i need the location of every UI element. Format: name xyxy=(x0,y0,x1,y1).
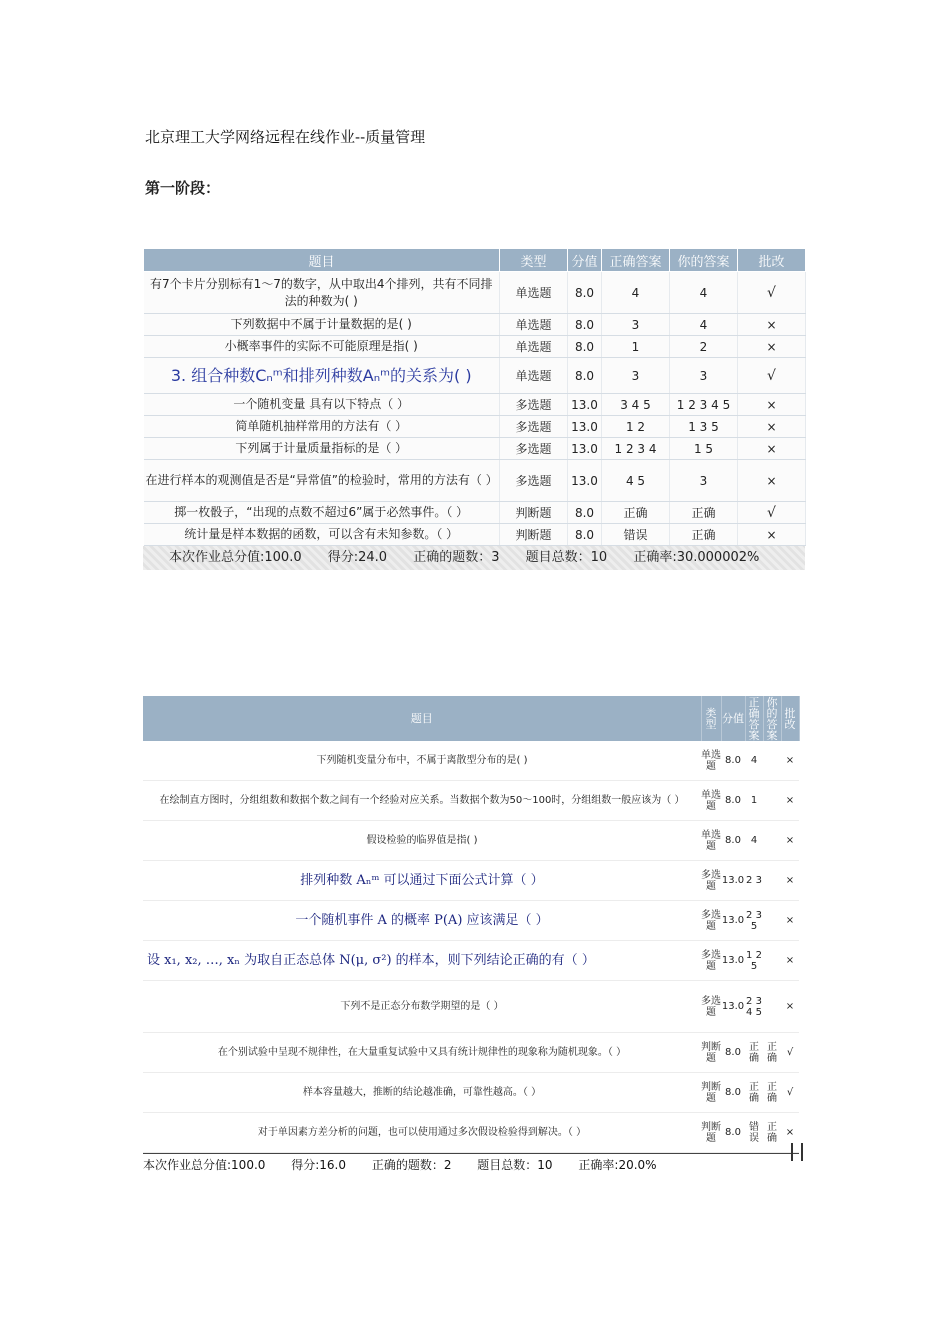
grading-mark: × xyxy=(738,438,806,460)
question-score: 8.0 xyxy=(721,1113,745,1153)
question-text: 掷一枚骰子，“出现的点数不超过6”属于必然事件。（ ） xyxy=(144,502,500,524)
question-score: 8.0 xyxy=(568,336,602,358)
correct-answer: 2 3 4 5 xyxy=(745,981,763,1033)
question-score: 8.0 xyxy=(721,1033,745,1073)
grading-mark: × xyxy=(738,394,806,416)
question-text: 下列数据中不属于计量数据的是( ) xyxy=(144,314,500,336)
question-text: 对于单因素方差分析的问题，也可以使用通过多次假设检验得到解决。（ ） xyxy=(143,1113,701,1153)
document-title: 北京理工大学网络远程在线作业--质量管理 xyxy=(145,128,426,146)
grading-mark: × xyxy=(738,416,806,438)
your-answer xyxy=(763,741,781,781)
table-row xyxy=(143,741,799,781)
question-type: 单选题 xyxy=(500,314,568,336)
grading-mark: √ xyxy=(738,272,806,314)
correct-answer: 3 4 5 xyxy=(602,394,670,416)
table-row xyxy=(143,941,799,981)
question-text: 统计量是样本数据的函数，可以含有未知参数。（ ） xyxy=(144,524,500,546)
correct-answer: 4 xyxy=(602,272,670,314)
question-type: 判断题 xyxy=(701,1033,721,1073)
question-type: 多选题 xyxy=(500,460,568,502)
stage-heading: 第一阶段： xyxy=(145,179,221,197)
your-answer xyxy=(763,901,781,941)
your-answer: 正确 xyxy=(670,524,738,546)
header-correct-answer: 正确答案 xyxy=(745,696,763,741)
table-row xyxy=(144,272,806,314)
summary-question-count: 题目总数：10 xyxy=(477,1158,553,1172)
summary-score: 得分:24.0 xyxy=(327,550,388,565)
question-type: 多选题 xyxy=(701,861,721,901)
your-answer: 3 xyxy=(670,358,738,394)
question-score: 8.0 xyxy=(721,821,745,861)
summary-total: 本次作业总分值:100.0 xyxy=(143,1158,266,1172)
your-answer: 正确 xyxy=(763,1073,781,1113)
correct-answer: 1 xyxy=(745,781,763,821)
grading-mark: × xyxy=(738,524,806,546)
question-type: 多选题 xyxy=(701,901,721,941)
question-score: 8.0 xyxy=(568,502,602,524)
correct-answer: 4 xyxy=(745,741,763,781)
question-type: 单选题 xyxy=(701,781,721,821)
question-text: 下列随机变量分布中，不属于离散型分布的是( ) xyxy=(143,741,701,781)
table2-summary-bar xyxy=(143,1153,799,1176)
question-type: 单选题 xyxy=(500,272,568,314)
question-score: 13.0 xyxy=(568,438,602,460)
grading-mark: × xyxy=(738,336,806,358)
your-answer: 1 5 xyxy=(670,438,738,460)
question-text: 在绘制直方图时，分组组数和数据个数之间有一个经验对应关系。当数据个数为50～100时，分组组数一般应该为（ ） xyxy=(143,781,701,821)
table-row xyxy=(144,524,806,546)
question-score: 8.0 xyxy=(721,1073,745,1113)
question-score: 8.0 xyxy=(568,272,602,314)
grading-mark: √ xyxy=(781,1033,799,1073)
correct-answer: 2 3 5 xyxy=(745,901,763,941)
question-type: 判断题 xyxy=(701,1073,721,1113)
header-question: 题目 xyxy=(143,696,701,741)
header-your-answer: 你的答案 xyxy=(670,249,738,272)
grading-mark: × xyxy=(781,781,799,821)
header-grading: 批改 xyxy=(738,249,806,272)
question-type: 多选题 xyxy=(500,394,568,416)
your-answer: 4 xyxy=(670,272,738,314)
question-text: 下列不是正态分布数学期望的是（ ） xyxy=(143,981,701,1033)
table-row xyxy=(144,438,806,460)
grading-mark: × xyxy=(781,861,799,901)
question-score: 8.0 xyxy=(721,781,745,821)
question-type: 判断题 xyxy=(500,502,568,524)
your-answer: 正确 xyxy=(763,1033,781,1073)
question-text: 一个随机变量 具有以下特点（ ） xyxy=(144,394,500,416)
table1-header-row xyxy=(144,249,806,272)
correct-answer: 正确 xyxy=(745,1073,763,1113)
table-row xyxy=(144,358,806,394)
question-type: 单选题 xyxy=(701,821,721,861)
correct-answer: 正确 xyxy=(745,1033,763,1073)
your-answer: 4 xyxy=(670,314,738,336)
question-text: 3. 组合种数Cₙᵐ和排列种数Aₙᵐ的关系为( ) xyxy=(144,358,500,394)
correct-answer: 3 xyxy=(602,358,670,394)
header-correct-answer: 正确答案 xyxy=(602,249,670,272)
grading-mark: × xyxy=(781,901,799,941)
table-row xyxy=(143,821,799,861)
summary-rate: 正确率:30.000002% xyxy=(633,550,760,565)
question-text: 在进行样本的观测值是否是“异常值”的检验时，常用的方法有（ ） xyxy=(144,460,500,502)
your-answer: 2 xyxy=(670,336,738,358)
question-score: 8.0 xyxy=(568,314,602,336)
table-row xyxy=(143,861,799,901)
table-row xyxy=(144,336,806,358)
question-score: 13.0 xyxy=(568,460,602,502)
table-row xyxy=(144,394,806,416)
header-your-answer: 你的答案 xyxy=(763,696,781,741)
grading-mark: × xyxy=(738,314,806,336)
grading-mark: × xyxy=(738,460,806,502)
header-score: 分值 xyxy=(721,696,745,741)
header-question: 题目 xyxy=(144,249,500,272)
question-score: 13.0 xyxy=(721,981,745,1033)
grading-mark: √ xyxy=(738,358,806,394)
correct-answer: 1 2 5 xyxy=(745,941,763,981)
question-type: 单选题 xyxy=(500,336,568,358)
your-answer xyxy=(763,821,781,861)
question-type: 判断题 xyxy=(500,524,568,546)
your-answer xyxy=(763,781,781,821)
question-text: 简单随机抽样常用的方法有（ ） xyxy=(144,416,500,438)
stage2-results-table xyxy=(143,696,799,1176)
your-answer: 1 2 3 4 5 xyxy=(670,394,738,416)
question-score: 8.0 xyxy=(721,741,745,781)
summary-correct-count: 正确的题数：2 xyxy=(371,1158,452,1172)
correct-answer: 2 3 xyxy=(745,861,763,901)
correct-answer: 错误 xyxy=(602,524,670,546)
table1-summary-bar xyxy=(143,546,805,570)
question-score: 8.0 xyxy=(568,358,602,394)
correct-answer: 正确 xyxy=(602,502,670,524)
table-row xyxy=(143,1073,799,1113)
question-text: 一个随机事件 A 的概率 P(A) 应该满足（ ） xyxy=(143,901,701,941)
table-row xyxy=(143,1033,799,1073)
question-score: 13.0 xyxy=(721,861,745,901)
table-row xyxy=(143,981,799,1033)
question-text: 设 x₁, x₂, …, xₙ 为取自正态总体 N(μ, σ²) 的样本，则下列结论正确的有（ ） xyxy=(143,941,701,981)
correct-answer: 1 2 3 4 xyxy=(602,438,670,460)
scroll-handle-bars xyxy=(791,1143,803,1161)
correct-answer: 1 2 xyxy=(602,416,670,438)
question-text: 假设检验的临界值是指( ) xyxy=(143,821,701,861)
stage1-results-table xyxy=(143,248,805,570)
correct-answer: 错误 xyxy=(745,1113,763,1153)
question-text: 样本容量越大，推断的结论越准确，可靠性越高。（ ） xyxy=(143,1073,701,1113)
question-type: 多选题 xyxy=(701,941,721,981)
question-type: 多选题 xyxy=(500,416,568,438)
grading-mark: × xyxy=(781,941,799,981)
your-answer xyxy=(763,861,781,901)
grading-mark: × xyxy=(781,1113,799,1153)
question-score: 13.0 xyxy=(721,901,745,941)
question-text: 排列种数 Aₙᵐ 可以通过下面公式计算（ ） xyxy=(143,861,701,901)
table-row xyxy=(144,502,806,524)
header-type: 类型 xyxy=(701,696,721,741)
summary-question-count: 题目总数：10 xyxy=(525,550,608,565)
your-answer: 1 3 5 xyxy=(670,416,738,438)
question-type: 单选题 xyxy=(500,358,568,394)
your-answer: 3 xyxy=(670,460,738,502)
question-type: 多选题 xyxy=(701,981,721,1033)
your-answer: 正确 xyxy=(763,1113,781,1153)
question-score: 13.0 xyxy=(568,394,602,416)
your-answer xyxy=(763,981,781,1033)
question-text: 有7个卡片分别标有1～7的数字，从中取出4个排列，共有不同排法的种数为( ) xyxy=(144,272,500,314)
question-score: 13.0 xyxy=(721,941,745,981)
summary-total: 本次作业总分值:100.0 xyxy=(169,550,302,565)
grading-mark: × xyxy=(781,821,799,861)
table-row xyxy=(144,314,806,336)
grading-mark: × xyxy=(781,981,799,1033)
question-type: 判断题 xyxy=(701,1113,721,1153)
table-row xyxy=(144,416,806,438)
question-text: 在个别试验中呈现不规律性，在大量重复试验中又具有统计规律性的现象称为随机现象。（ ） xyxy=(143,1033,701,1073)
correct-answer: 1 xyxy=(602,336,670,358)
header-type: 类型 xyxy=(500,249,568,272)
question-text: 小概率事件的实际不可能原理是指( ) xyxy=(144,336,500,358)
summary-score: 得分:16.0 xyxy=(291,1158,346,1172)
question-type: 单选题 xyxy=(701,741,721,781)
grading-mark: × xyxy=(781,741,799,781)
summary-rate: 正确率:20.0% xyxy=(578,1158,657,1172)
table2-header-row xyxy=(143,696,799,741)
header-score: 分值 xyxy=(568,249,602,272)
correct-answer: 3 xyxy=(602,314,670,336)
your-answer: 正确 xyxy=(670,502,738,524)
table-row xyxy=(143,901,799,941)
correct-answer: 4 5 xyxy=(602,460,670,502)
grading-mark: √ xyxy=(738,502,806,524)
your-answer xyxy=(763,941,781,981)
table-row xyxy=(143,781,799,821)
header-grading: 批改 xyxy=(781,696,799,741)
question-score: 13.0 xyxy=(568,416,602,438)
question-score: 8.0 xyxy=(568,524,602,546)
correct-answer: 4 xyxy=(745,821,763,861)
question-type: 多选题 xyxy=(500,438,568,460)
summary-correct-count: 正确的题数：3 xyxy=(413,550,500,565)
table-row xyxy=(143,1113,799,1153)
question-text: 下列属于计量质量指标的是（ ） xyxy=(144,438,500,460)
table-row xyxy=(144,460,806,502)
grading-mark: √ xyxy=(781,1073,799,1113)
